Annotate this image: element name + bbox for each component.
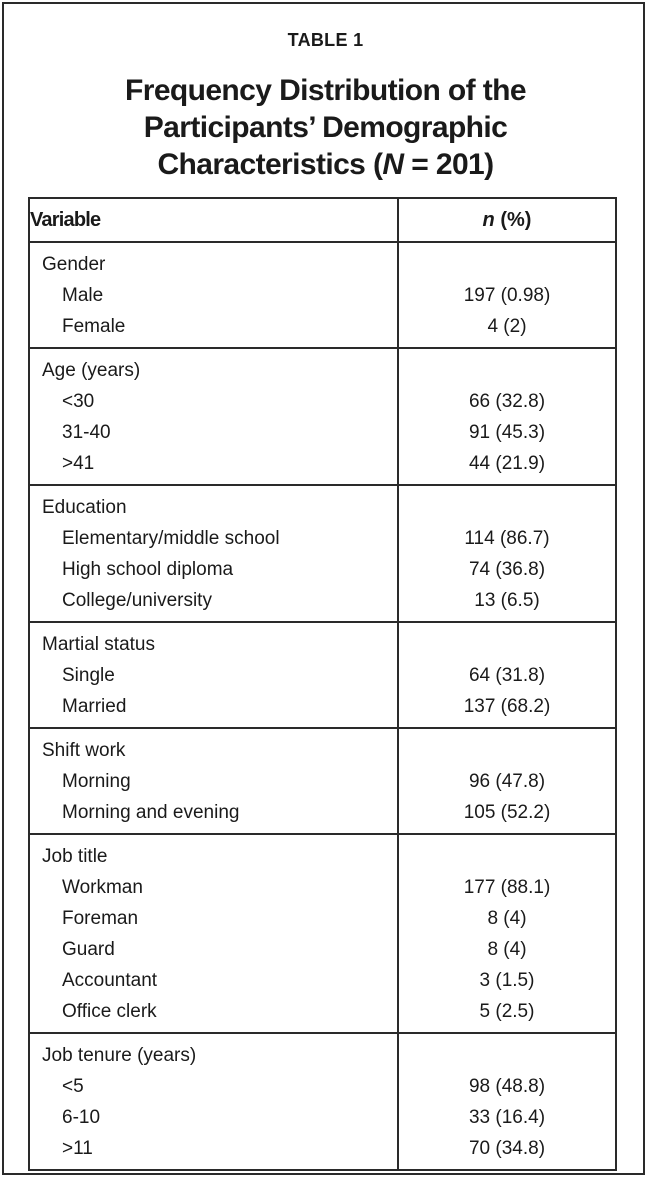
table-group xyxy=(29,834,616,1033)
row-label: <30 xyxy=(62,391,95,412)
row-label: Guard xyxy=(62,939,115,960)
table-group xyxy=(29,728,616,834)
group-row xyxy=(29,348,616,485)
title-line-2: Participants’ Demographic xyxy=(143,111,508,144)
row-label: Foreman xyxy=(62,908,139,929)
header-percent: (%) xyxy=(494,208,532,231)
row-label: Workman xyxy=(62,877,143,898)
label-cell xyxy=(29,1033,398,1170)
category-label: Education xyxy=(42,497,127,518)
table-group xyxy=(29,1033,616,1170)
row-value: 70 (34.8) xyxy=(468,1138,546,1159)
label-cell xyxy=(29,728,398,834)
value-cell xyxy=(398,834,616,1033)
row-value: 4 (2) xyxy=(487,316,527,337)
row-label: Morning and evening xyxy=(62,802,240,823)
demographics-table xyxy=(28,197,617,1171)
row-value: 5 (2.5) xyxy=(479,1001,535,1022)
title-line-3 xyxy=(40,146,611,183)
row-value: 3 (1.5) xyxy=(479,970,535,991)
table-group xyxy=(29,485,616,622)
row-label: Office clerk xyxy=(62,1001,157,1022)
row-value: 96 (47.8) xyxy=(468,771,546,792)
row-label: Accountant xyxy=(62,970,158,991)
row-value: 197 (0.98) xyxy=(463,285,551,306)
row-value: 105 (52.2) xyxy=(463,802,551,823)
title-n-symbol: N xyxy=(382,148,404,181)
row-label: <5 xyxy=(62,1076,84,1097)
row-value: 66 (32.8) xyxy=(468,391,546,412)
row-value: 8 (4) xyxy=(487,939,527,960)
row-value: 137 (68.2) xyxy=(463,696,551,717)
value-cell xyxy=(398,485,616,622)
table-group xyxy=(29,622,616,728)
row-value: 64 (31.8) xyxy=(468,665,546,686)
group-row xyxy=(29,242,616,348)
category-label: Martial status xyxy=(42,634,155,655)
value-cell xyxy=(398,1033,616,1170)
header-n-percent xyxy=(398,198,616,242)
group-row xyxy=(29,485,616,622)
value-cell xyxy=(398,622,616,728)
row-label: High school diploma xyxy=(62,559,234,580)
title-suffix: = 201) xyxy=(403,148,494,181)
table-header xyxy=(29,198,616,242)
value-cell xyxy=(398,348,616,485)
table-group xyxy=(29,348,616,485)
category-label: Gender xyxy=(42,254,106,275)
title-line-1: Frequency Distribution of the xyxy=(125,74,526,107)
row-label: Morning xyxy=(62,771,131,792)
row-value: 8 (4) xyxy=(487,908,527,929)
row-label: 31-40 xyxy=(62,422,111,443)
header-row xyxy=(29,198,616,242)
row-value: 44 (21.9) xyxy=(468,453,546,474)
label-cell xyxy=(29,622,398,728)
row-label: Single xyxy=(62,665,115,686)
row-value: 98 (48.8) xyxy=(468,1076,546,1097)
row-label: >11 xyxy=(62,1138,93,1159)
title-prefix: Characteristics ( xyxy=(157,148,383,181)
row-label: College/university xyxy=(62,590,212,611)
row-value: 33 (16.4) xyxy=(468,1107,546,1128)
table-group xyxy=(29,242,616,348)
row-value: 74 (36.8) xyxy=(468,559,546,580)
category-label: Job title xyxy=(42,846,108,867)
row-value: 91 (45.3) xyxy=(468,422,546,443)
value-cell xyxy=(398,728,616,834)
header-n-symbol: n xyxy=(482,208,495,231)
category-label: Age (years) xyxy=(42,360,141,381)
label-cell xyxy=(29,348,398,485)
row-label: Male xyxy=(62,285,104,306)
group-row xyxy=(29,834,616,1033)
table-title xyxy=(40,72,611,183)
table-label: TABLE 1 xyxy=(287,30,364,50)
row-label: Elementary/middle school xyxy=(62,528,280,549)
label-cell xyxy=(29,485,398,622)
group-row xyxy=(29,728,616,834)
header-variable: Variable xyxy=(29,198,398,242)
row-label: 6-10 xyxy=(62,1107,101,1128)
row-label: >41 xyxy=(62,453,95,474)
value-cell xyxy=(398,242,616,348)
row-value: 177 (88.1) xyxy=(463,877,551,898)
row-value: 13 (6.5) xyxy=(474,590,540,611)
category-label: Shift work xyxy=(42,740,126,761)
row-value: 114 (86.7) xyxy=(464,528,550,549)
row-label: Female xyxy=(62,316,126,337)
label-cell xyxy=(29,834,398,1033)
label-cell xyxy=(29,242,398,348)
group-row xyxy=(29,622,616,728)
category-label: Job tenure (years) xyxy=(42,1045,197,1066)
row-label: Married xyxy=(62,696,127,717)
group-row xyxy=(29,1033,616,1170)
